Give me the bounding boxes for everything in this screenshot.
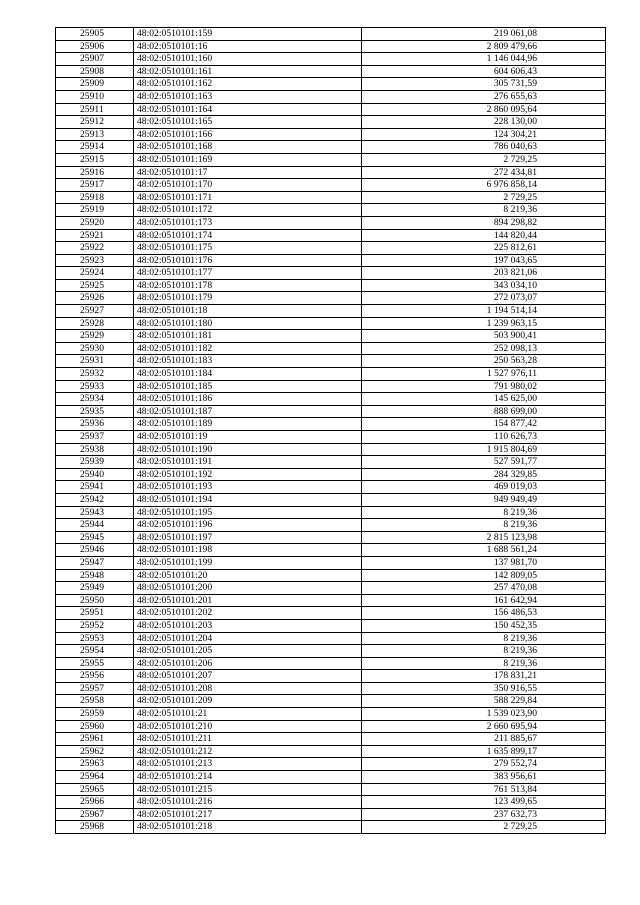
table-row bbox=[56, 607, 606, 620]
row-number-cell: 25919 bbox=[56, 204, 134, 217]
cadastral-value-cell: 237 632,73 bbox=[362, 808, 606, 821]
row-number-cell: 25913 bbox=[56, 128, 134, 141]
cadastral-number-cell: 48:02:0510101:190 bbox=[134, 443, 362, 456]
cadastral-value-cell: 250 563,28 bbox=[362, 355, 606, 368]
row-number-cell: 25906 bbox=[56, 40, 134, 53]
cadastral-number-cell: 48:02:0510101:202 bbox=[134, 607, 362, 620]
row-number-cell: 25949 bbox=[56, 582, 134, 595]
row-number-cell: 25953 bbox=[56, 632, 134, 645]
row-number-cell: 25951 bbox=[56, 607, 134, 620]
cadastral-value-cell: 144 820,44 bbox=[362, 229, 606, 242]
table-row bbox=[56, 305, 606, 318]
cadastral-number-cell: 48:02:0510101:198 bbox=[134, 544, 362, 557]
table-row bbox=[56, 682, 606, 695]
table-row bbox=[56, 720, 606, 733]
table-row bbox=[56, 443, 606, 456]
cadastral-value-cell: 8 219,36 bbox=[362, 632, 606, 645]
table-row bbox=[56, 758, 606, 771]
row-number-cell: 25964 bbox=[56, 771, 134, 784]
cadastral-number-cell: 48:02:0510101:218 bbox=[134, 821, 362, 834]
row-number-cell: 25955 bbox=[56, 657, 134, 670]
cadastral-value-cell: 888 699,00 bbox=[362, 405, 606, 418]
row-number-cell: 25910 bbox=[56, 90, 134, 103]
cadastral-value-cell: 1 688 561,24 bbox=[362, 544, 606, 557]
cadastral-number-cell: 48:02:0510101:185 bbox=[134, 380, 362, 393]
table-row bbox=[56, 267, 606, 280]
cadastral-number-cell: 48:02:0510101:210 bbox=[134, 720, 362, 733]
row-number-cell: 25962 bbox=[56, 745, 134, 758]
table-row bbox=[56, 242, 606, 255]
table-row bbox=[56, 808, 606, 821]
cadastral-number-cell: 48:02:0510101:205 bbox=[134, 645, 362, 658]
table-row bbox=[56, 254, 606, 267]
cadastral-number-cell: 48:02:0510101:189 bbox=[134, 418, 362, 431]
cadastral-number-cell: 48:02:0510101:187 bbox=[134, 405, 362, 418]
cadastral-value-cell: 156 486,53 bbox=[362, 607, 606, 620]
cadastral-value-cell: 761 513,84 bbox=[362, 783, 606, 796]
cadastral-number-cell: 48:02:0510101:183 bbox=[134, 355, 362, 368]
cadastral-value-cell: 137 981,70 bbox=[362, 556, 606, 569]
table-row bbox=[56, 569, 606, 582]
cadastral-value-cell: 1 635 899,17 bbox=[362, 745, 606, 758]
table-row bbox=[56, 103, 606, 116]
cadastral-number-cell: 48:02:0510101:168 bbox=[134, 141, 362, 154]
row-number-cell: 25905 bbox=[56, 28, 134, 41]
table-row bbox=[56, 405, 606, 418]
cadastral-value-cell: 178 831,21 bbox=[362, 670, 606, 683]
row-number-cell: 25932 bbox=[56, 368, 134, 381]
row-number-cell: 25907 bbox=[56, 53, 134, 66]
row-number-cell: 25934 bbox=[56, 393, 134, 406]
row-number-cell: 25916 bbox=[56, 166, 134, 179]
cadastral-value-cell: 2 809 479,66 bbox=[362, 40, 606, 53]
row-number-cell: 25947 bbox=[56, 556, 134, 569]
table-row bbox=[56, 481, 606, 494]
cadastral-number-cell: 48:02:0510101:213 bbox=[134, 758, 362, 771]
cadastral-value-cell: 228 130,00 bbox=[362, 116, 606, 129]
table-row bbox=[56, 418, 606, 431]
cadastral-number-cell: 48:02:0510101:164 bbox=[134, 103, 362, 116]
table-row bbox=[56, 796, 606, 809]
row-number-cell: 25914 bbox=[56, 141, 134, 154]
cadastral-number-cell: 48:02:0510101:186 bbox=[134, 393, 362, 406]
cadastral-number-cell: 48:02:0510101:203 bbox=[134, 619, 362, 632]
row-number-cell: 25924 bbox=[56, 267, 134, 280]
table-row bbox=[56, 65, 606, 78]
row-number-cell: 25943 bbox=[56, 506, 134, 519]
cadastral-number-cell: 48:02:0510101:206 bbox=[134, 657, 362, 670]
cadastral-value-cell: 604 606,43 bbox=[362, 65, 606, 78]
row-number-cell: 25925 bbox=[56, 279, 134, 292]
table-row bbox=[56, 594, 606, 607]
row-number-cell: 25918 bbox=[56, 191, 134, 204]
table-row bbox=[56, 632, 606, 645]
cadastral-number-cell: 48:02:0510101:169 bbox=[134, 153, 362, 166]
table-row bbox=[56, 28, 606, 41]
cadastral-value-cell: 279 552,74 bbox=[362, 758, 606, 771]
cadastral-number-cell: 48:02:0510101:191 bbox=[134, 456, 362, 469]
row-number-cell: 25958 bbox=[56, 695, 134, 708]
row-number-cell: 25920 bbox=[56, 216, 134, 229]
cadastral-value-cell: 2 729,25 bbox=[362, 191, 606, 204]
cadastral-number-cell: 48:02:0510101:208 bbox=[134, 682, 362, 695]
row-number-cell: 25935 bbox=[56, 405, 134, 418]
cadastral-value-cell: 272 073,07 bbox=[362, 292, 606, 305]
cadastral-number-cell: 48:02:0510101:211 bbox=[134, 733, 362, 746]
cadastral-number-cell: 48:02:0510101:201 bbox=[134, 594, 362, 607]
cadastral-value-cell: 276 655,63 bbox=[362, 90, 606, 103]
table-row bbox=[56, 330, 606, 343]
cadastral-value-cell: 894 298,82 bbox=[362, 216, 606, 229]
cadastral-value-cell: 8 219,36 bbox=[362, 657, 606, 670]
cadastral-number-cell: 48:02:0510101:215 bbox=[134, 783, 362, 796]
table-body bbox=[56, 28, 606, 834]
table-row bbox=[56, 506, 606, 519]
row-number-cell: 25923 bbox=[56, 254, 134, 267]
cadastral-value-cell: 8 219,36 bbox=[362, 645, 606, 658]
table-row bbox=[56, 153, 606, 166]
cadastral-value-cell: 786 040,63 bbox=[362, 141, 606, 154]
cadastral-number-cell: 48:02:0510101:16 bbox=[134, 40, 362, 53]
cadastral-value-cell: 305 731,59 bbox=[362, 78, 606, 91]
table-row bbox=[56, 619, 606, 632]
cadastral-number-cell: 48:02:0510101:18 bbox=[134, 305, 362, 318]
row-number-cell: 25942 bbox=[56, 493, 134, 506]
cadastral-number-cell: 48:02:0510101:207 bbox=[134, 670, 362, 683]
cadastral-value-table bbox=[55, 27, 606, 834]
table-row bbox=[56, 733, 606, 746]
cadastral-number-cell: 48:02:0510101:170 bbox=[134, 179, 362, 192]
cadastral-value-cell: 1 194 514,14 bbox=[362, 305, 606, 318]
cadastral-value-cell: 2 860 095,64 bbox=[362, 103, 606, 116]
table-row bbox=[56, 292, 606, 305]
table-row bbox=[56, 90, 606, 103]
cadastral-value-cell: 1 146 044,96 bbox=[362, 53, 606, 66]
row-number-cell: 25945 bbox=[56, 531, 134, 544]
cadastral-value-cell: 203 821,06 bbox=[362, 267, 606, 280]
table-row bbox=[56, 166, 606, 179]
cadastral-value-cell: 197 043,65 bbox=[362, 254, 606, 267]
row-number-cell: 25961 bbox=[56, 733, 134, 746]
row-number-cell: 25957 bbox=[56, 682, 134, 695]
cadastral-value-cell: 2 729,25 bbox=[362, 153, 606, 166]
row-number-cell: 25967 bbox=[56, 808, 134, 821]
cadastral-number-cell: 48:02:0510101:195 bbox=[134, 506, 362, 519]
cadastral-number-cell: 48:02:0510101:159 bbox=[134, 28, 362, 41]
table-row bbox=[56, 670, 606, 683]
cadastral-number-cell: 48:02:0510101:160 bbox=[134, 53, 362, 66]
cadastral-value-cell: 8 219,36 bbox=[362, 519, 606, 532]
row-number-cell: 25936 bbox=[56, 418, 134, 431]
cadastral-number-cell: 48:02:0510101:209 bbox=[134, 695, 362, 708]
table-row bbox=[56, 179, 606, 192]
cadastral-value-cell: 503 900,41 bbox=[362, 330, 606, 343]
cadastral-number-cell: 48:02:0510101:171 bbox=[134, 191, 362, 204]
table-row bbox=[56, 216, 606, 229]
cadastral-value-cell: 469 019,03 bbox=[362, 481, 606, 494]
table-row bbox=[56, 645, 606, 658]
row-number-cell: 25909 bbox=[56, 78, 134, 91]
table-row bbox=[56, 78, 606, 91]
table-row bbox=[56, 745, 606, 758]
row-number-cell: 25954 bbox=[56, 645, 134, 658]
cadastral-number-cell: 48:02:0510101:181 bbox=[134, 330, 362, 343]
cadastral-number-cell: 48:02:0510101:200 bbox=[134, 582, 362, 595]
row-number-cell: 25939 bbox=[56, 456, 134, 469]
table-row bbox=[56, 456, 606, 469]
cadastral-value-cell: 1 915 804,69 bbox=[362, 443, 606, 456]
cadastral-number-cell: 48:02:0510101:173 bbox=[134, 216, 362, 229]
cadastral-value-cell: 284 329,85 bbox=[362, 468, 606, 481]
row-number-cell: 25917 bbox=[56, 179, 134, 192]
table-row bbox=[56, 657, 606, 670]
cadastral-number-cell: 48:02:0510101:204 bbox=[134, 632, 362, 645]
cadastral-value-cell: 2 660 695,94 bbox=[362, 720, 606, 733]
table-row bbox=[56, 556, 606, 569]
table-row bbox=[56, 40, 606, 53]
cadastral-value-cell: 350 916,55 bbox=[362, 682, 606, 695]
cadastral-number-cell: 48:02:0510101:216 bbox=[134, 796, 362, 809]
cadastral-number-cell: 48:02:0510101:162 bbox=[134, 78, 362, 91]
cadastral-value-cell: 150 452,35 bbox=[362, 619, 606, 632]
row-number-cell: 25915 bbox=[56, 153, 134, 166]
table-row bbox=[56, 279, 606, 292]
row-number-cell: 25937 bbox=[56, 431, 134, 444]
table-row bbox=[56, 128, 606, 141]
table-row bbox=[56, 544, 606, 557]
cadastral-number-cell: 48:02:0510101:174 bbox=[134, 229, 362, 242]
row-number-cell: 25950 bbox=[56, 594, 134, 607]
row-number-cell: 25965 bbox=[56, 783, 134, 796]
table-row bbox=[56, 582, 606, 595]
table-row bbox=[56, 393, 606, 406]
cadastral-number-cell: 48:02:0510101:177 bbox=[134, 267, 362, 280]
cadastral-value-cell: 145 625,00 bbox=[362, 393, 606, 406]
cadastral-number-cell: 48:02:0510101:179 bbox=[134, 292, 362, 305]
cadastral-value-cell: 383 956,61 bbox=[362, 771, 606, 784]
row-number-cell: 25912 bbox=[56, 116, 134, 129]
row-number-cell: 25966 bbox=[56, 796, 134, 809]
cadastral-value-cell: 949 949,49 bbox=[362, 493, 606, 506]
row-number-cell: 25911 bbox=[56, 103, 134, 116]
cadastral-value-cell: 8 219,36 bbox=[362, 204, 606, 217]
table-row bbox=[56, 380, 606, 393]
cadastral-number-cell: 48:02:0510101:192 bbox=[134, 468, 362, 481]
row-number-cell: 25940 bbox=[56, 468, 134, 481]
table-row bbox=[56, 342, 606, 355]
cadastral-number-cell: 48:02:0510101:184 bbox=[134, 368, 362, 381]
row-number-cell: 25948 bbox=[56, 569, 134, 582]
cadastral-number-cell: 48:02:0510101:175 bbox=[134, 242, 362, 255]
table-row bbox=[56, 708, 606, 721]
row-number-cell: 25946 bbox=[56, 544, 134, 557]
cadastral-value-cell: 154 877,42 bbox=[362, 418, 606, 431]
row-number-cell: 25921 bbox=[56, 229, 134, 242]
cadastral-number-cell: 48:02:0510101:17 bbox=[134, 166, 362, 179]
cadastral-number-cell: 48:02:0510101:214 bbox=[134, 771, 362, 784]
table-row bbox=[56, 695, 606, 708]
row-number-cell: 25929 bbox=[56, 330, 134, 343]
cadastral-value-cell: 527 591,77 bbox=[362, 456, 606, 469]
table-row bbox=[56, 821, 606, 834]
row-number-cell: 25952 bbox=[56, 619, 134, 632]
cadastral-number-cell: 48:02:0510101:176 bbox=[134, 254, 362, 267]
cadastral-number-cell: 48:02:0510101:163 bbox=[134, 90, 362, 103]
cadastral-number-cell: 48:02:0510101:197 bbox=[134, 531, 362, 544]
table-row bbox=[56, 116, 606, 129]
table-row bbox=[56, 368, 606, 381]
row-number-cell: 25959 bbox=[56, 708, 134, 721]
cadastral-number-cell: 48:02:0510101:166 bbox=[134, 128, 362, 141]
cadastral-number-cell: 48:02:0510101:196 bbox=[134, 519, 362, 532]
cadastral-number-cell: 48:02:0510101:165 bbox=[134, 116, 362, 129]
row-number-cell: 25963 bbox=[56, 758, 134, 771]
table-row bbox=[56, 431, 606, 444]
cadastral-value-cell: 343 034,10 bbox=[362, 279, 606, 292]
cadastral-value-cell: 142 809,05 bbox=[362, 569, 606, 582]
cadastral-value-cell: 219 061,08 bbox=[362, 28, 606, 41]
row-number-cell: 25927 bbox=[56, 305, 134, 318]
table-row bbox=[56, 141, 606, 154]
cadastral-value-cell: 161 642,94 bbox=[362, 594, 606, 607]
row-number-cell: 25908 bbox=[56, 65, 134, 78]
cadastral-value-cell: 1 527 976,11 bbox=[362, 368, 606, 381]
cadastral-number-cell: 48:02:0510101:20 bbox=[134, 569, 362, 582]
row-number-cell: 25928 bbox=[56, 317, 134, 330]
cadastral-value-cell: 211 885,67 bbox=[362, 733, 606, 746]
cadastral-value-cell: 1 239 963,15 bbox=[362, 317, 606, 330]
cadastral-number-cell: 48:02:0510101:199 bbox=[134, 556, 362, 569]
cadastral-number-cell: 48:02:0510101:212 bbox=[134, 745, 362, 758]
table-row bbox=[56, 229, 606, 242]
cadastral-number-cell: 48:02:0510101:194 bbox=[134, 493, 362, 506]
cadastral-value-cell: 2 729,25 bbox=[362, 821, 606, 834]
cadastral-value-cell: 124 304,21 bbox=[362, 128, 606, 141]
cadastral-value-cell: 252 098,13 bbox=[362, 342, 606, 355]
cadastral-value-cell: 123 499,65 bbox=[362, 796, 606, 809]
cadastral-number-cell: 48:02:0510101:193 bbox=[134, 481, 362, 494]
table-row bbox=[56, 204, 606, 217]
row-number-cell: 25933 bbox=[56, 380, 134, 393]
cadastral-number-cell: 48:02:0510101:19 bbox=[134, 431, 362, 444]
row-number-cell: 25960 bbox=[56, 720, 134, 733]
table-row bbox=[56, 771, 606, 784]
cadastral-value-cell: 257 470,08 bbox=[362, 582, 606, 595]
cadastral-number-cell: 48:02:0510101:21 bbox=[134, 708, 362, 721]
cadastral-value-cell: 791 980,02 bbox=[362, 380, 606, 393]
cadastral-number-cell: 48:02:0510101:172 bbox=[134, 204, 362, 217]
table-row bbox=[56, 317, 606, 330]
cadastral-number-cell: 48:02:0510101:178 bbox=[134, 279, 362, 292]
row-number-cell: 25931 bbox=[56, 355, 134, 368]
table-row bbox=[56, 468, 606, 481]
row-number-cell: 25956 bbox=[56, 670, 134, 683]
cadastral-number-cell: 48:02:0510101:182 bbox=[134, 342, 362, 355]
cadastral-value-cell: 6 976 858,14 bbox=[362, 179, 606, 192]
table-row bbox=[56, 531, 606, 544]
cadastral-value-cell: 588 229,84 bbox=[362, 695, 606, 708]
row-number-cell: 25922 bbox=[56, 242, 134, 255]
row-number-cell: 25944 bbox=[56, 519, 134, 532]
cadastral-number-cell: 48:02:0510101:217 bbox=[134, 808, 362, 821]
table-row bbox=[56, 783, 606, 796]
table-row bbox=[56, 519, 606, 532]
cadastral-value-cell: 2 815 123,98 bbox=[362, 531, 606, 544]
table-row bbox=[56, 355, 606, 368]
table-row bbox=[56, 493, 606, 506]
cadastral-value-cell: 110 626,73 bbox=[362, 431, 606, 444]
cadastral-number-cell: 48:02:0510101:161 bbox=[134, 65, 362, 78]
row-number-cell: 25968 bbox=[56, 821, 134, 834]
table-row bbox=[56, 191, 606, 204]
cadastral-value-cell: 225 812,61 bbox=[362, 242, 606, 255]
cadastral-value-cell: 272 434,81 bbox=[362, 166, 606, 179]
cadastral-value-cell: 8 219,36 bbox=[362, 506, 606, 519]
row-number-cell: 25926 bbox=[56, 292, 134, 305]
cadastral-value-cell: 1 539 023,90 bbox=[362, 708, 606, 721]
table-row bbox=[56, 53, 606, 66]
row-number-cell: 25938 bbox=[56, 443, 134, 456]
cadastral-number-cell: 48:02:0510101:180 bbox=[134, 317, 362, 330]
row-number-cell: 25941 bbox=[56, 481, 134, 494]
row-number-cell: 25930 bbox=[56, 342, 134, 355]
